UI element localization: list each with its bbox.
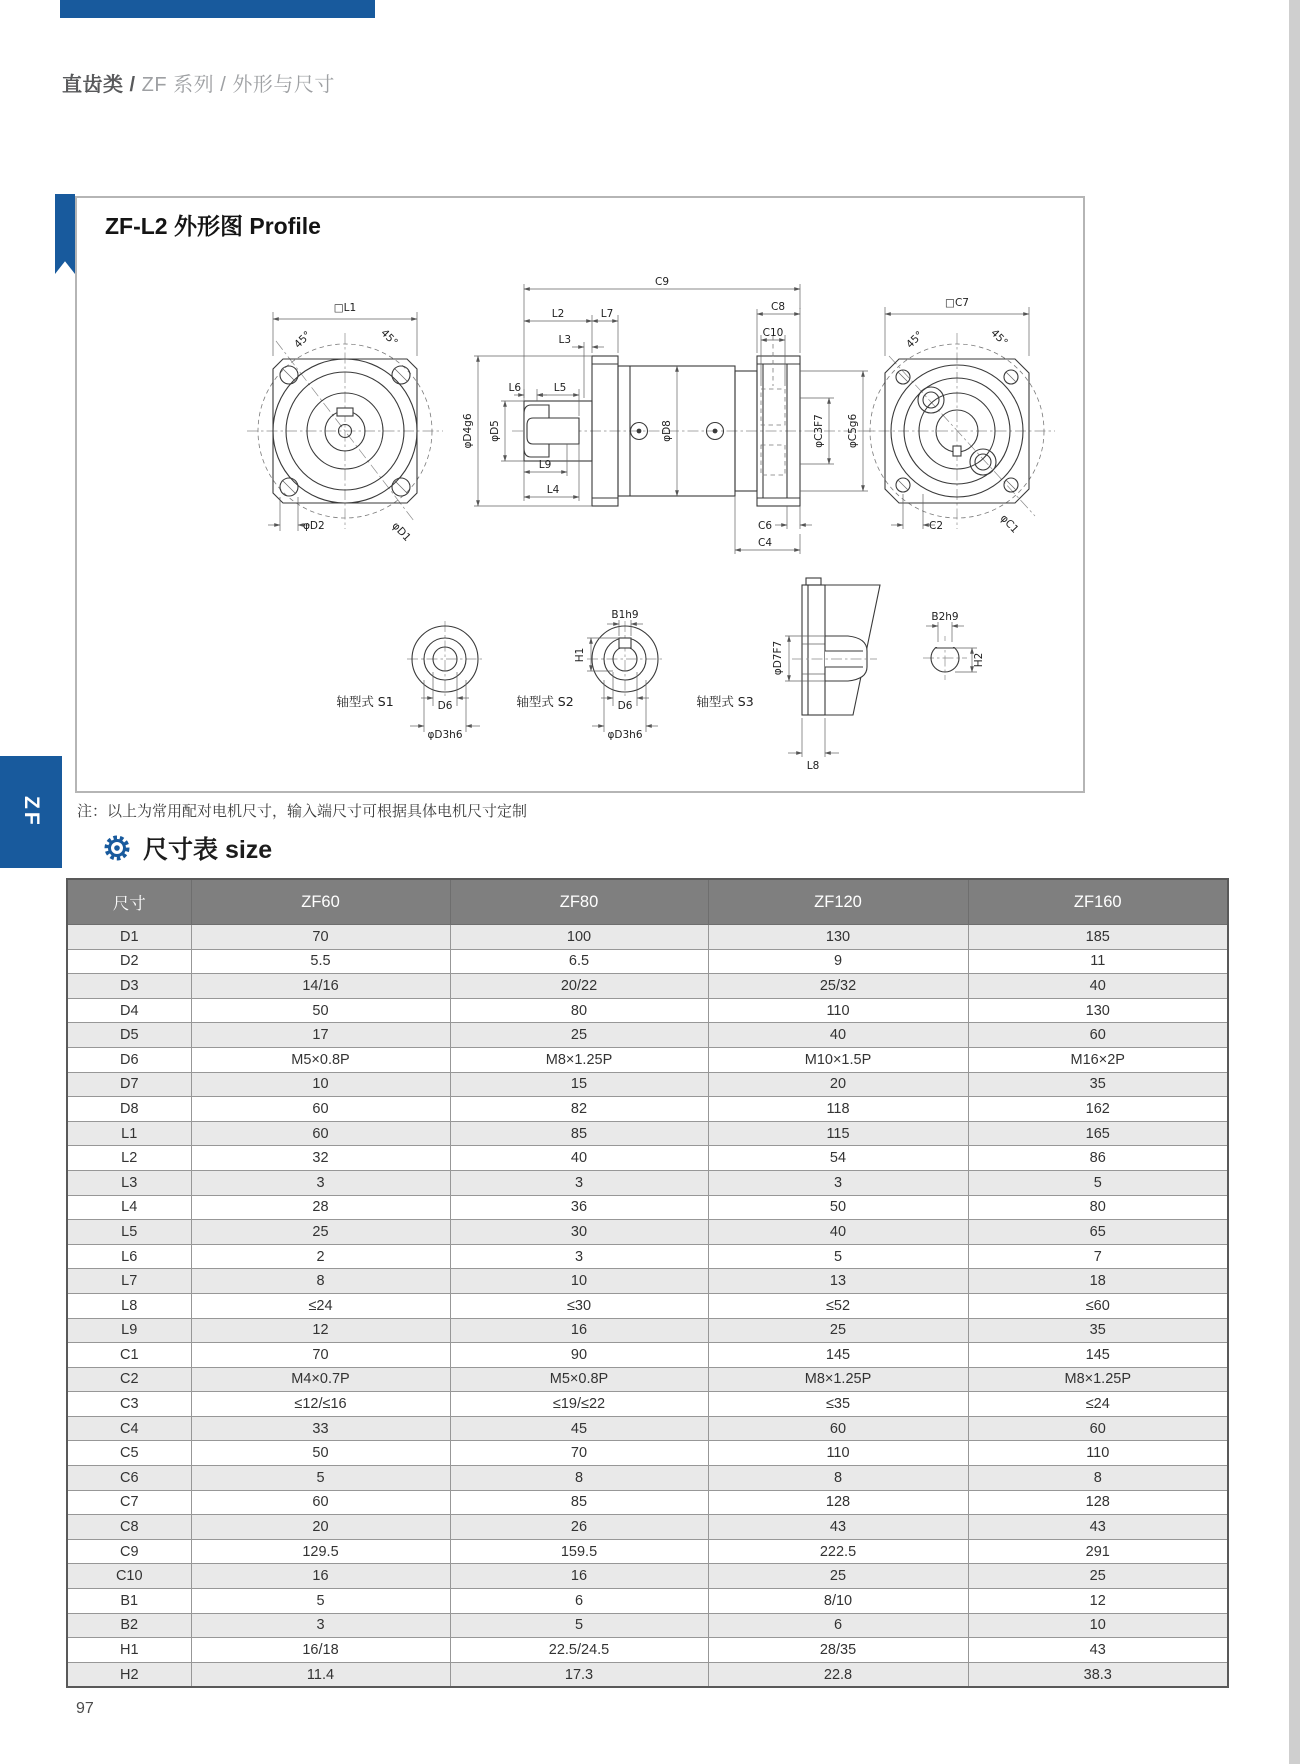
dim-value-cell: 128 <box>968 1490 1228 1515</box>
dim-label-l8: L8 <box>806 760 820 772</box>
top-accent-bar <box>60 0 375 18</box>
right-edge-strip <box>1289 0 1300 1764</box>
dim-value-cell: 13 <box>708 1269 968 1294</box>
dim-value-cell: 43 <box>968 1515 1228 1540</box>
table-row <box>67 1392 1228 1417</box>
dim-label-d6-s1: D6 <box>437 700 453 712</box>
dim-name-cell: L1 <box>67 1121 191 1146</box>
column-header-zf60: ZF60 <box>191 879 450 925</box>
dim-value-cell: 60 <box>191 1490 450 1515</box>
breadcrumb-rest: ZF 系列 / 外形与尺寸 <box>135 74 335 96</box>
dim-name-cell: D7 <box>67 1072 191 1097</box>
dim-label-phi-d1: φD1 <box>389 519 413 544</box>
dim-value-cell: 20 <box>708 1072 968 1097</box>
dim-name-cell: L4 <box>67 1195 191 1220</box>
table-row <box>67 1244 1228 1269</box>
dim-value-cell: 12 <box>191 1318 450 1343</box>
dim-value-cell: 40 <box>708 1220 968 1245</box>
dim-value-cell: 38.3 <box>968 1662 1228 1687</box>
table-row <box>67 1269 1228 1294</box>
dim-value-cell: 60 <box>708 1416 968 1441</box>
dim-value-cell: 20/22 <box>450 974 708 999</box>
dim-value-cell: ≤24 <box>191 1293 450 1318</box>
dim-value-cell: 80 <box>450 998 708 1023</box>
dim-value-cell: 10 <box>450 1269 708 1294</box>
dim-value-cell: 28/35 <box>708 1638 968 1663</box>
dim-value-cell: 3 <box>450 1244 708 1269</box>
dim-name-cell: L8 <box>67 1293 191 1318</box>
dim-value-cell: 70 <box>191 925 450 950</box>
dim-label-d6-s2: D6 <box>617 700 633 712</box>
dim-value-cell: 128 <box>708 1490 968 1515</box>
dim-value-cell: 5 <box>708 1244 968 1269</box>
dim-value-cell: 110 <box>708 1441 968 1466</box>
dim-name-cell: D1 <box>67 925 191 950</box>
dim-value-cell: 35 <box>968 1318 1228 1343</box>
dim-value-cell: 6.5 <box>450 949 708 974</box>
table-row <box>67 1343 1228 1368</box>
table-row <box>67 1367 1228 1392</box>
dim-label-45-right: 45° <box>378 327 400 349</box>
table-row <box>67 1441 1228 1466</box>
dim-value-cell: ≤12/≤16 <box>191 1392 450 1417</box>
dim-label-45-rear-left: 45° <box>904 329 926 351</box>
table-row <box>67 1564 1228 1589</box>
dim-value-cell: 162 <box>968 1097 1228 1122</box>
dim-label-l2: L2 <box>551 308 565 320</box>
dim-value-cell: M10×1.5P <box>708 1047 968 1072</box>
table-row <box>67 1515 1228 1540</box>
dim-value-cell: 9 <box>708 949 968 974</box>
table-row <box>67 1072 1228 1097</box>
side-tab-zf <box>0 756 62 868</box>
dim-value-cell: 100 <box>450 925 708 950</box>
dim-value-cell: 185 <box>968 925 1228 950</box>
profile-drawing <box>77 248 1085 791</box>
dim-value-cell: 16 <box>450 1564 708 1589</box>
dim-label-l1-square: □L1 <box>333 302 357 314</box>
dim-name-cell: C8 <box>67 1515 191 1540</box>
dim-value-cell: 90 <box>450 1343 708 1368</box>
size-table-header-row <box>67 879 1228 925</box>
dim-value-cell: 11.4 <box>191 1662 450 1687</box>
dim-label-b1h9: B1h9 <box>611 609 639 621</box>
dim-label-phi-d3h6-s1: φD3h6 <box>427 729 463 741</box>
shaft-detail-s1 <box>336 621 483 741</box>
dim-name-cell: C3 <box>67 1392 191 1417</box>
table-row <box>67 974 1228 999</box>
side-tab-label: ZF <box>20 796 43 828</box>
column-header-zf80: ZF80 <box>450 879 708 925</box>
dim-label-phi-c3f7: φC3F7 <box>813 414 825 448</box>
size-section-heading <box>102 830 272 866</box>
dim-value-cell: 7 <box>968 1244 1228 1269</box>
dim-value-cell: 5 <box>191 1589 450 1614</box>
dim-value-cell: 145 <box>968 1343 1228 1368</box>
dim-value-cell: 2 <box>191 1244 450 1269</box>
dim-label-phi-d8: φD8 <box>661 420 673 442</box>
dim-label-phi-d3h6-s2: φD3h6 <box>607 729 643 741</box>
dim-value-cell: 43 <box>708 1515 968 1540</box>
table-row <box>67 1195 1228 1220</box>
dim-name-cell: D3 <box>67 974 191 999</box>
dim-value-cell: 115 <box>708 1121 968 1146</box>
table-row <box>67 1318 1228 1343</box>
dim-value-cell: 5 <box>450 1613 708 1638</box>
dim-value-cell: 3 <box>191 1170 450 1195</box>
size-section-title: 尺寸表 size <box>143 836 273 864</box>
table-row <box>67 1416 1228 1441</box>
dim-value-cell: 36 <box>450 1195 708 1220</box>
dim-value-cell: 110 <box>708 998 968 1023</box>
table-row <box>67 1220 1228 1245</box>
dim-label-h2: H2 <box>973 652 985 668</box>
dim-name-cell: L2 <box>67 1146 191 1171</box>
dim-name-cell: H2 <box>67 1662 191 1687</box>
dim-value-cell: 50 <box>191 998 450 1023</box>
table-row <box>67 1490 1228 1515</box>
dim-value-cell: 165 <box>968 1121 1228 1146</box>
dim-value-cell: 25 <box>968 1564 1228 1589</box>
dim-label-l5: L5 <box>553 382 567 394</box>
dim-name-cell: L6 <box>67 1244 191 1269</box>
table-row <box>67 1293 1228 1318</box>
panel-title: ZF-L2 外形图 Profile <box>105 213 321 239</box>
dim-name-cell: B1 <box>67 1589 191 1614</box>
dim-value-cell: 54 <box>708 1146 968 1171</box>
dim-name-cell: L3 <box>67 1170 191 1195</box>
dim-label-c4: C4 <box>757 537 773 549</box>
dim-value-cell: 8 <box>708 1466 968 1491</box>
column-header-zf120: ZF120 <box>708 879 968 925</box>
dim-value-cell: 50 <box>191 1441 450 1466</box>
profile-panel <box>75 196 1085 793</box>
rear-view <box>859 297 1055 536</box>
dim-value-cell: 32 <box>191 1146 450 1171</box>
dim-value-cell: 3 <box>191 1613 450 1638</box>
dim-value-cell: M8×1.25P <box>450 1047 708 1072</box>
shaft-type-s2-label: 轴型式 S2 <box>516 694 574 709</box>
dim-value-cell: 85 <box>450 1121 708 1146</box>
table-row <box>67 925 1228 950</box>
dim-value-cell: 33 <box>191 1416 450 1441</box>
dim-value-cell: 159.5 <box>450 1539 708 1564</box>
dim-value-cell: 25 <box>191 1220 450 1245</box>
breadcrumb <box>62 68 335 97</box>
breadcrumb-category: 直齿类 / <box>62 74 136 96</box>
dim-name-cell: C7 <box>67 1490 191 1515</box>
dim-value-cell: 5.5 <box>191 949 450 974</box>
dim-value-cell: 26 <box>450 1515 708 1540</box>
panel-ribbon-icon <box>55 194 75 274</box>
table-row <box>67 1539 1228 1564</box>
dim-name-cell: C5 <box>67 1441 191 1466</box>
dim-value-cell: 28 <box>191 1195 450 1220</box>
table-row <box>67 1047 1228 1072</box>
dim-value-cell: 3 <box>708 1170 968 1195</box>
table-row <box>67 1613 1228 1638</box>
table-row <box>67 1638 1228 1663</box>
shaft-detail-s3 <box>696 578 985 772</box>
dim-name-cell: C6 <box>67 1466 191 1491</box>
dim-value-cell: 17.3 <box>450 1662 708 1687</box>
table-row <box>67 1589 1228 1614</box>
dim-value-cell: M8×1.25P <box>968 1367 1228 1392</box>
dim-name-cell: D2 <box>67 949 191 974</box>
dim-value-cell: 291 <box>968 1539 1228 1564</box>
dim-value-cell: 129.5 <box>191 1539 450 1564</box>
dim-value-cell: 5 <box>191 1466 450 1491</box>
dim-value-cell: 110 <box>968 1441 1228 1466</box>
column-header-dim: 尺寸 <box>67 879 191 925</box>
dim-value-cell: 10 <box>968 1613 1228 1638</box>
dim-label-45-left: 45° <box>292 329 314 351</box>
dim-name-cell: L5 <box>67 1220 191 1245</box>
dim-value-cell: 65 <box>968 1220 1228 1245</box>
motor-note: 注：以上为常用配对电机尺寸，输入端尺寸可根据具体电机尺寸定制 <box>77 803 528 820</box>
dim-value-cell: ≤24 <box>968 1392 1228 1417</box>
dim-value-cell: 45 <box>450 1416 708 1441</box>
dim-value-cell: 16/18 <box>191 1638 450 1663</box>
dim-label-phi-d2: φD2 <box>303 520 325 532</box>
dim-name-cell: D8 <box>67 1097 191 1122</box>
shaft-type-s1-label: 轴型式 S1 <box>336 694 394 709</box>
dim-value-cell: 10 <box>191 1072 450 1097</box>
dim-value-cell: 11 <box>968 949 1228 974</box>
dim-name-cell: C10 <box>67 1564 191 1589</box>
dim-value-cell: ≤35 <box>708 1392 968 1417</box>
table-row <box>67 1170 1228 1195</box>
dim-value-cell: 82 <box>450 1097 708 1122</box>
dim-label-b2h9: B2h9 <box>931 611 959 623</box>
dim-value-cell: ≤60 <box>968 1293 1228 1318</box>
dim-value-cell: M4×0.7P <box>191 1367 450 1392</box>
table-row <box>67 1662 1228 1687</box>
dim-value-cell: 6 <box>450 1589 708 1614</box>
size-table <box>66 878 1229 1688</box>
dim-value-cell: 14/16 <box>191 974 450 999</box>
dim-value-cell: 8/10 <box>708 1589 968 1614</box>
dim-name-cell: D6 <box>67 1047 191 1072</box>
dim-value-cell: 8 <box>450 1466 708 1491</box>
dim-value-cell: 70 <box>191 1343 450 1368</box>
dim-value-cell: 25/32 <box>708 974 968 999</box>
dim-value-cell: 18 <box>968 1269 1228 1294</box>
table-row <box>67 949 1228 974</box>
dim-label-phi-c5g6: φC5g6 <box>847 413 859 449</box>
dim-value-cell: 40 <box>968 974 1228 999</box>
dim-value-cell: 12 <box>968 1589 1228 1614</box>
dim-value-cell: 30 <box>450 1220 708 1245</box>
dim-name-cell: C4 <box>67 1416 191 1441</box>
dim-label-l7: L7 <box>600 308 614 320</box>
dim-value-cell: 60 <box>191 1121 450 1146</box>
dim-name-cell: L7 <box>67 1269 191 1294</box>
dim-value-cell: 130 <box>708 925 968 950</box>
dim-value-cell: 17 <box>191 1023 450 1048</box>
table-row <box>67 1097 1228 1122</box>
dim-label-h1: H1 <box>574 647 586 663</box>
dim-label-phi-d5: φD5 <box>489 420 501 442</box>
dim-value-cell: 50 <box>708 1195 968 1220</box>
dim-label-c9: C9 <box>654 276 670 288</box>
dim-label-phi-d7f7: φD7F7 <box>772 640 784 676</box>
dim-value-cell: 25 <box>708 1564 968 1589</box>
dim-value-cell: 70 <box>450 1441 708 1466</box>
front-view <box>247 302 443 544</box>
dim-label-c6: C6 <box>757 520 772 532</box>
dim-name-cell: H1 <box>67 1638 191 1663</box>
dim-value-cell: 16 <box>450 1318 708 1343</box>
dim-name-cell: L9 <box>67 1318 191 1343</box>
shaft-type-s3-label: 轴型式 S3 <box>696 694 754 709</box>
dim-value-cell: 35 <box>968 1072 1228 1097</box>
dim-value-cell: 25 <box>450 1023 708 1048</box>
dim-label-l6: L6 <box>508 382 521 394</box>
dim-name-cell: C9 <box>67 1539 191 1564</box>
dim-label-c7-square: □C7 <box>945 297 969 309</box>
dim-value-cell: M16×2P <box>968 1047 1228 1072</box>
dim-name-cell: B2 <box>67 1613 191 1638</box>
dim-value-cell: 8 <box>191 1269 450 1294</box>
column-header-zf160: ZF160 <box>968 879 1228 925</box>
table-row <box>67 1466 1228 1491</box>
dim-name-cell: D4 <box>67 998 191 1023</box>
dim-value-cell: 145 <box>708 1343 968 1368</box>
dim-value-cell: 25 <box>708 1318 968 1343</box>
dim-value-cell: 80 <box>968 1195 1228 1220</box>
dim-value-cell: 22.8 <box>708 1662 968 1687</box>
dim-value-cell: 6 <box>708 1613 968 1638</box>
page-number: 97 <box>76 1700 94 1717</box>
table-row <box>67 1023 1228 1048</box>
dim-value-cell: 118 <box>708 1097 968 1122</box>
dim-value-cell: M5×0.8P <box>450 1367 708 1392</box>
dim-label-c10: C10 <box>762 327 784 339</box>
dim-value-cell: 85 <box>450 1490 708 1515</box>
shaft-detail-s2 <box>516 609 663 741</box>
dim-value-cell: 60 <box>968 1023 1228 1048</box>
dim-label-c8: C8 <box>770 301 786 313</box>
gear-icon <box>102 833 132 863</box>
dim-label-l9: L9 <box>538 459 552 471</box>
dim-name-cell: C1 <box>67 1343 191 1368</box>
dim-label-phi-c1: φC1 <box>997 512 1021 536</box>
section-view <box>462 276 877 554</box>
table-row <box>67 998 1228 1023</box>
table-row <box>67 1121 1228 1146</box>
dim-label-45-rear-right: 45° <box>988 327 1010 349</box>
dim-value-cell: 40 <box>450 1146 708 1171</box>
dim-value-cell: 43 <box>968 1638 1228 1663</box>
dim-value-cell: 86 <box>968 1146 1228 1171</box>
dim-value-cell: 3 <box>450 1170 708 1195</box>
dim-value-cell: 40 <box>708 1023 968 1048</box>
dim-value-cell: 16 <box>191 1564 450 1589</box>
dim-value-cell: 222.5 <box>708 1539 968 1564</box>
dim-value-cell: 130 <box>968 998 1228 1023</box>
dim-value-cell: 5 <box>968 1170 1228 1195</box>
dim-value-cell: 60 <box>191 1097 450 1122</box>
dim-value-cell: 15 <box>450 1072 708 1097</box>
dim-label-phi-d4g6: φD4g6 <box>462 413 474 449</box>
dim-value-cell: M8×1.25P <box>708 1367 968 1392</box>
dim-value-cell: 20 <box>191 1515 450 1540</box>
dim-value-cell: 22.5/24.5 <box>450 1638 708 1663</box>
dim-value-cell: 8 <box>968 1466 1228 1491</box>
table-row <box>67 1146 1228 1171</box>
dim-name-cell: D5 <box>67 1023 191 1048</box>
dim-name-cell: C2 <box>67 1367 191 1392</box>
dim-value-cell: ≤30 <box>450 1293 708 1318</box>
dim-label-l3: L3 <box>558 334 571 346</box>
dim-value-cell: ≤19/≤22 <box>450 1392 708 1417</box>
dim-value-cell: ≤52 <box>708 1293 968 1318</box>
dim-label-l4: L4 <box>546 484 560 496</box>
size-table-body <box>67 925 1228 1688</box>
dim-value-cell: M5×0.8P <box>191 1047 450 1072</box>
dim-label-c2: C2 <box>929 520 944 532</box>
dim-value-cell: 60 <box>968 1416 1228 1441</box>
